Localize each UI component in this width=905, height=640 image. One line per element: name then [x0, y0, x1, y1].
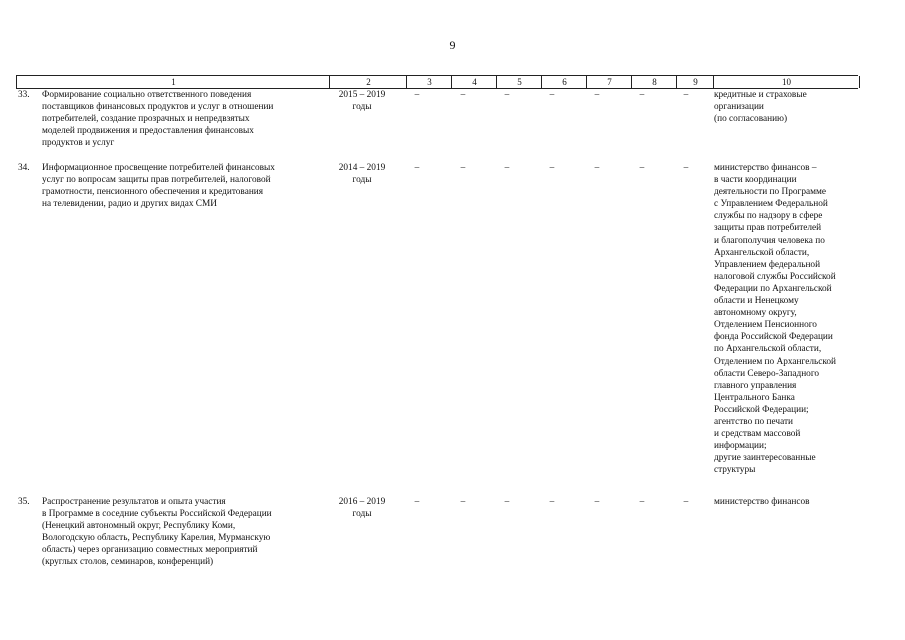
executor-line: Отделением Пенсионного: [714, 320, 817, 331]
header-col-4: 4: [451, 76, 497, 88]
col-4-value: –: [460, 90, 466, 100]
header-col-7: 7: [586, 76, 632, 88]
executor-line: министерство финансов: [714, 497, 810, 507]
header-col-3: 3: [406, 76, 452, 88]
col-5-value: –: [504, 90, 510, 100]
executor-line: Федерации по Архангельской: [714, 283, 832, 294]
row-number: 34.: [18, 163, 30, 173]
executor-line: по Архангельской области,: [714, 344, 822, 355]
title-line: (круглых столов, семинаров, конференций): [42, 557, 214, 568]
executor-line: кредитные и страховые: [714, 90, 807, 100]
executor-line: Управлением федеральной: [714, 259, 821, 270]
col-6-value: –: [549, 497, 555, 507]
row-period: [329, 162, 395, 186]
row-executors: [714, 496, 859, 508]
executor-line: (по согласованию): [714, 114, 788, 125]
col-9-value: –: [683, 163, 689, 173]
period-line: годы: [352, 509, 372, 520]
col-4-value: –: [460, 163, 466, 173]
executor-line: министерство финансов –: [714, 163, 817, 173]
col-7-value: –: [594, 163, 600, 173]
col-8-value: –: [639, 163, 645, 173]
col-5-value: –: [504, 497, 510, 507]
executor-line: и средствам массовой: [714, 429, 801, 440]
executor-line: Отделением по Архангельской: [714, 356, 836, 367]
title-line: в Программе в соседние субъекты Российской Федерации: [42, 509, 272, 520]
title-line: поставщиков финансовых продуктов и услуг в отношении: [42, 102, 274, 113]
title-line: потребителей, создание прозрачных и непредвзятых: [42, 114, 250, 125]
executor-line: деятельности по Программе: [714, 187, 826, 198]
col-3-value: –: [414, 90, 420, 100]
title-line: Вологодскую область, Республику Карелия, Мурманскую: [42, 533, 271, 544]
executor-line: области и Ненецкому: [714, 296, 799, 307]
title-line: грамотности, пенсионного обеспечения и кредитования: [42, 187, 264, 198]
header-col-9: 9: [676, 76, 714, 88]
period-line: годы: [352, 102, 372, 113]
col-8-value: –: [639, 497, 645, 507]
row-title: [42, 162, 327, 210]
executor-line: автономному округу,: [714, 308, 797, 319]
executor-line: налоговой службы Российской: [714, 271, 836, 282]
title-line: Формирование социально ответственного поведения: [42, 90, 252, 100]
page-number: 9: [449, 38, 456, 52]
title-line: продуктов и услуг: [42, 138, 115, 149]
col-7-value: –: [594, 497, 600, 507]
executor-line: области Северо-Западного: [714, 368, 820, 379]
table-header: [16, 75, 858, 89]
executor-line: главного управления: [714, 380, 797, 391]
col-7-value: –: [594, 90, 600, 100]
title-line: (Ненецкий автономный округ, Республику Коми,: [42, 521, 236, 532]
executor-line: Центрального Банка: [714, 392, 795, 403]
title-line: Распространение результатов и опыта участия: [42, 497, 226, 507]
header-col-8: 8: [631, 76, 677, 88]
header-col-2: 2: [329, 76, 407, 88]
row-number: 35.: [18, 497, 30, 507]
col-9-value: –: [683, 497, 689, 507]
executor-line: агентство по печати: [714, 416, 794, 427]
executor-line: организации: [714, 102, 764, 113]
header-col-6: 6: [541, 76, 587, 88]
col-4-value: –: [460, 497, 466, 507]
row-period: [329, 496, 395, 520]
col-6-value: –: [549, 163, 555, 173]
row-period: [329, 89, 395, 113]
executor-line: Архангельской области,: [714, 247, 810, 258]
executor-line: и благополучия человека по: [714, 235, 825, 246]
header-col-5: 5: [496, 76, 542, 88]
row-executors: [714, 162, 859, 476]
header-col-10: 10: [713, 76, 860, 88]
row-title: [42, 89, 327, 149]
col-9-value: –: [683, 90, 689, 100]
row-title: [42, 496, 327, 569]
executor-line: структуры: [714, 465, 756, 476]
header-col-1: 1: [16, 76, 330, 88]
executor-line: защиты прав потребителей: [714, 223, 822, 234]
col-8-value: –: [639, 90, 645, 100]
title-line: Информационное просвещение потребителей финансовых: [42, 163, 275, 173]
row-number: 33.: [18, 90, 30, 100]
executor-line: службы по надзору в сфере: [714, 211, 823, 222]
executor-line: другие заинтересованные: [714, 453, 816, 464]
executor-line: фонда Российской Федерации: [714, 332, 833, 343]
title-line: услуг по вопросам защиты прав потребителей, налоговой: [42, 175, 271, 186]
executor-line: с Управлением Федеральной: [714, 199, 828, 210]
col-3-value: –: [414, 163, 420, 173]
title-line: область) через организацию совместных мероприятий: [42, 545, 258, 556]
executor-line: информации;: [714, 441, 767, 452]
period-line: годы: [352, 175, 372, 186]
period-line: 2015 – 2019: [338, 90, 386, 100]
col-6-value: –: [549, 90, 555, 100]
executor-line: в части координации: [714, 175, 797, 186]
title-line: моделей продвижения и предоставления финансовых: [42, 126, 254, 137]
period-line: 2014 – 2019: [338, 163, 386, 173]
title-line: на телевидении, радио и других видах СМИ: [42, 199, 217, 210]
col-3-value: –: [414, 497, 420, 507]
row-executors: [714, 89, 859, 125]
col-5-value: –: [504, 163, 510, 173]
executor-line: Российской Федерации;: [714, 404, 809, 415]
period-line: 2016 – 2019: [338, 497, 386, 507]
